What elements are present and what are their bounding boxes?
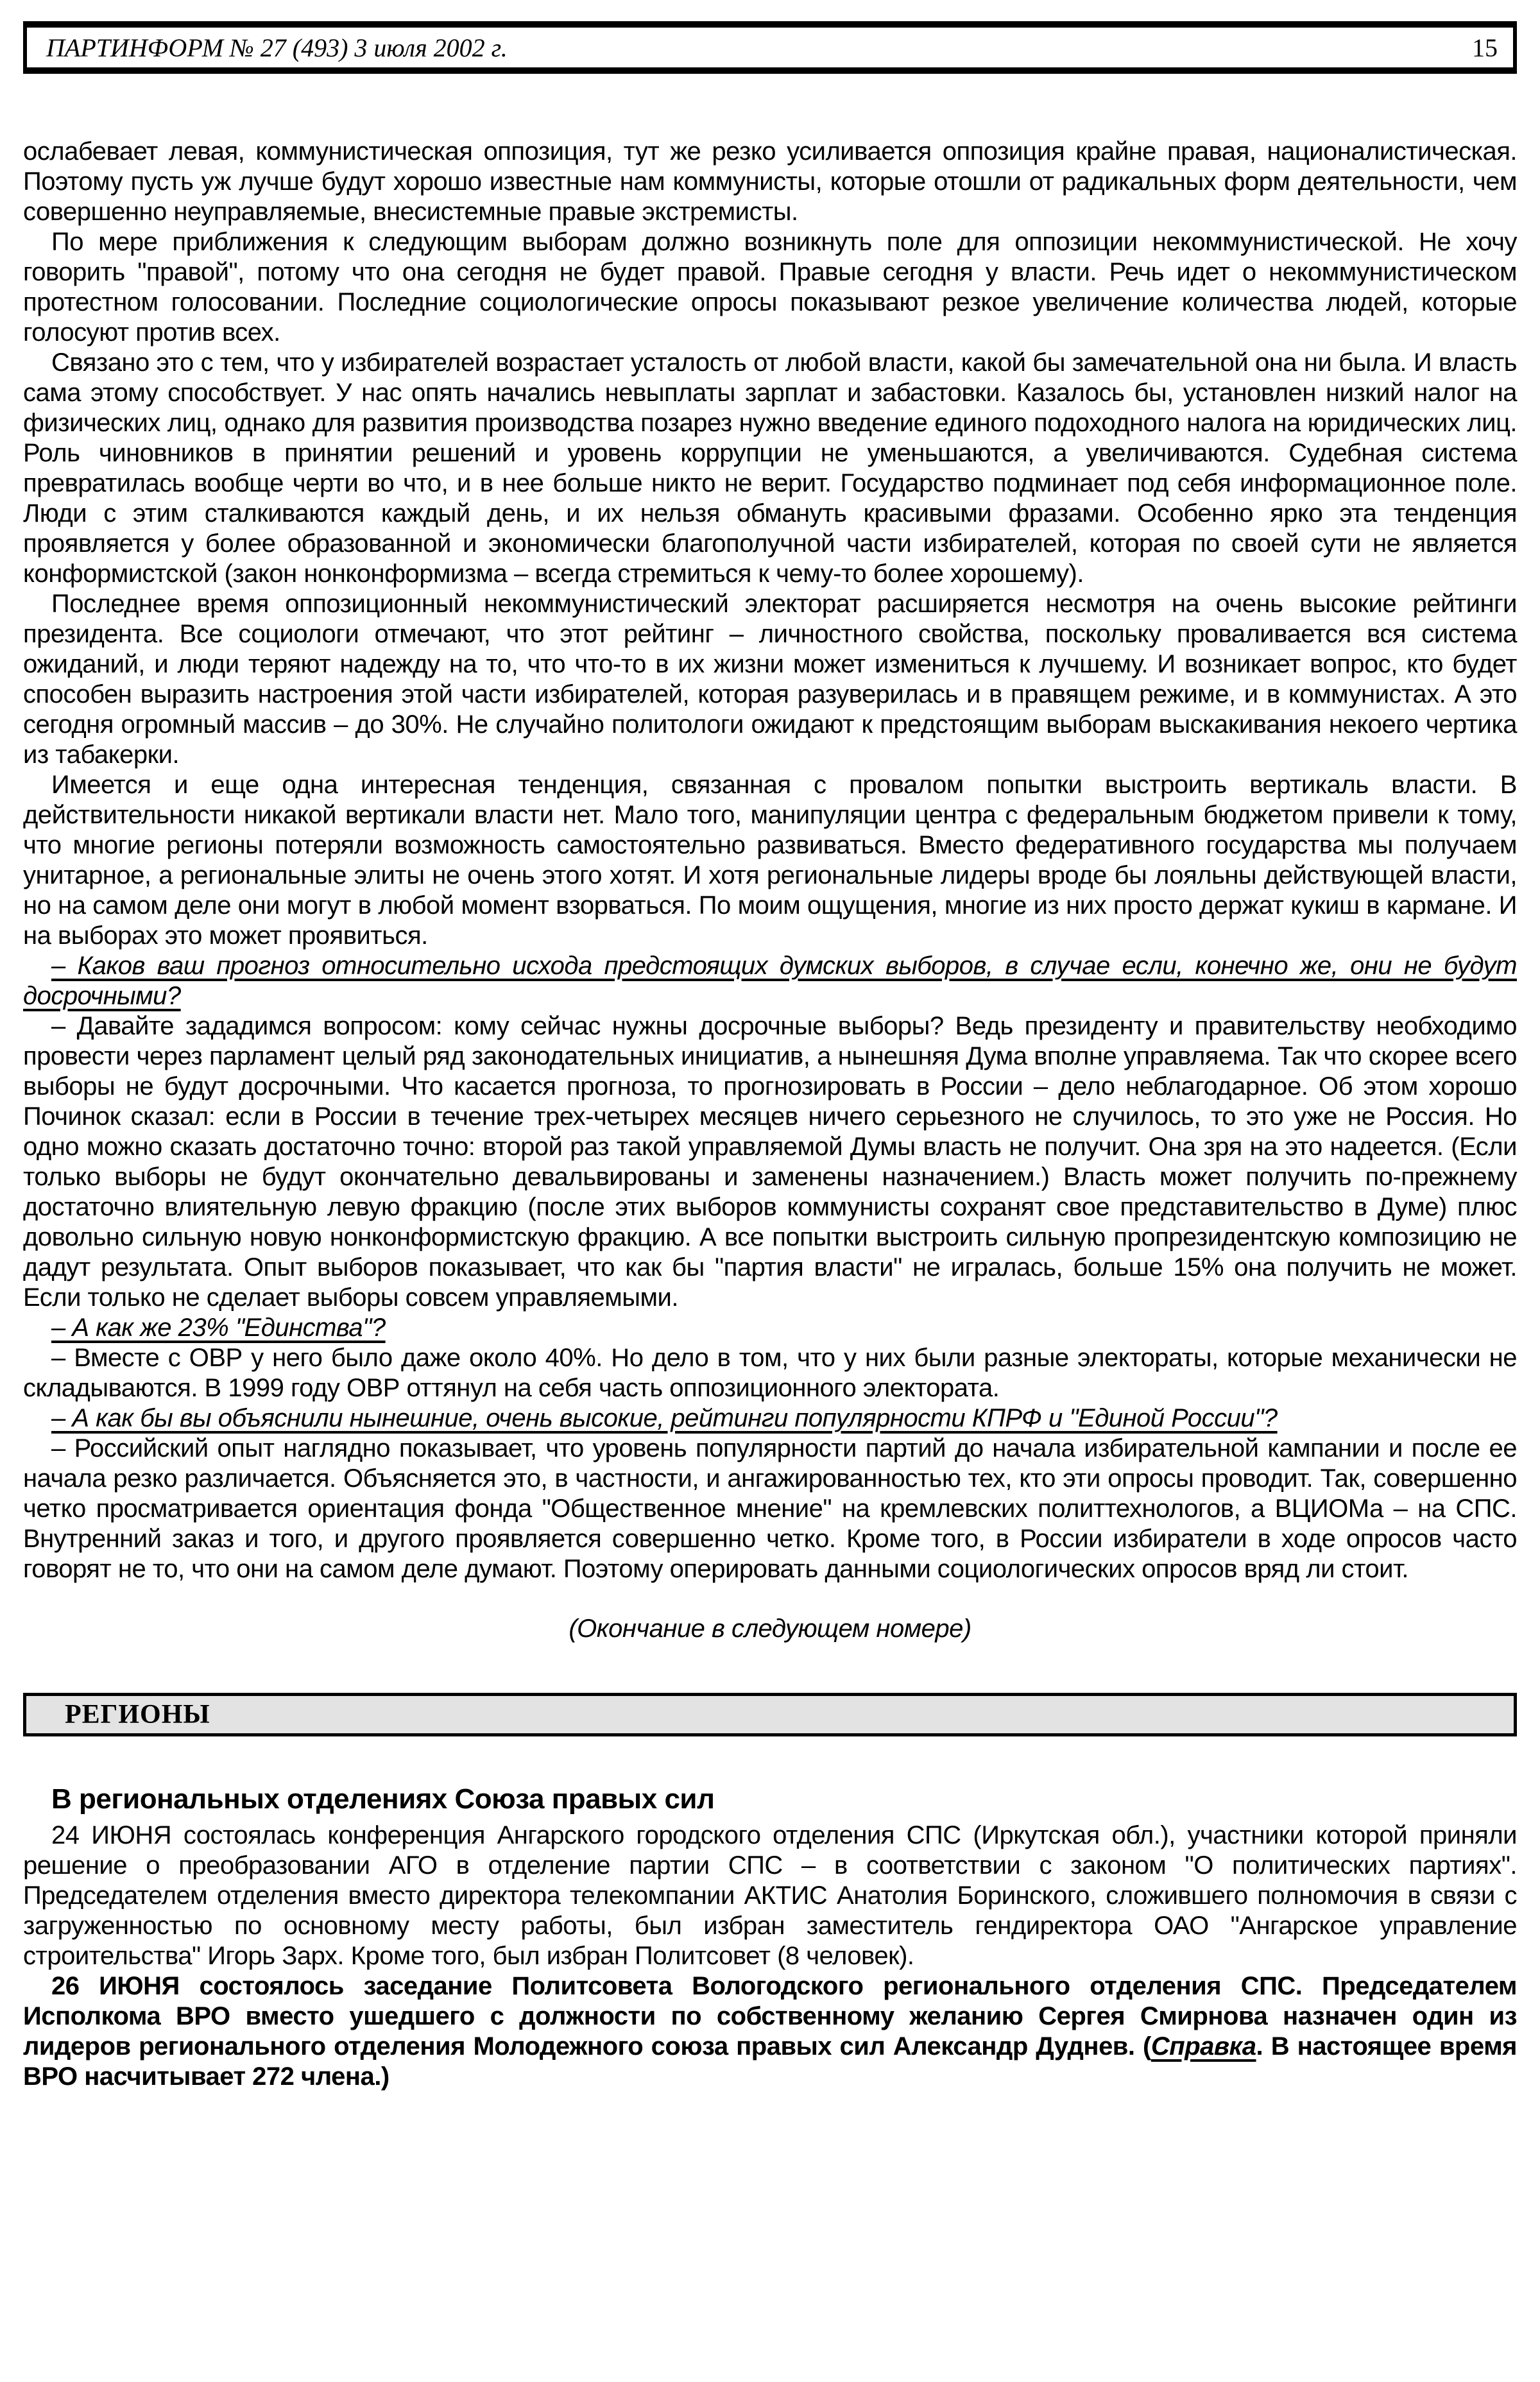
spravka-reference: Справка xyxy=(1151,2032,1256,2061)
paragraph: ослабевает левая, коммунистическая оппозиция, тут же резко усиливается оппозиция крайне правая, националистическая. Поэтому пусть уж лучше будут хорошо известные нам коммунисты, которые отошли от радикальных форм деятельности, чем совершенно неуправляемые, внесистемные правые экстремисты. xyxy=(23,137,1517,226)
paragraph: – Вместе с ОВР у него было даже около 40%. Но дело в том, что у них были разные электораты, которые механически не складываются. В 1999 году ОВР оттянул на себя часть оппозиционного электората. xyxy=(23,1344,1517,1402)
section-banner-label: РЕГИОНЫ xyxy=(65,1699,210,1729)
page-header xyxy=(23,21,1517,74)
paragraph: Последнее время оппозиционный некоммунистический электорат расширяется несмотря на очень высокие рейтинги президента. Все социологи отмечают, что этот рейтинг – личностного свойства, поскольку проваливается вся система ожиданий, и люди теряют надежду на то, что что-то в их жизни может измениться к лучшему. И возникает вопрос, кто будет способен выразить настроения этой части избирателей, которая разуверилась и в правящем режиме, и в коммунистах. А это сегодня огромный массив – до 30%. Не случайно политологи ожидают к предстоящим выборам выскакивания некоего чертика из табакерки. xyxy=(23,590,1517,769)
page-number: 15 xyxy=(1472,33,1498,62)
interview-question: – А как же 23% "Единства"? xyxy=(51,1314,386,1342)
paragraph: Связано это с тем, что у избирателей возрастает усталость от любой власти, какой бы замечательной она ни была. И власть сама этому способствует. У нас опять начались невыплаты зарплат и забастовки. Казалось бы, установлен низкий налог на физических лиц, однако для развития производства позарез нужно введение единого подоходного налога на юридических лиц. Роль чиновников в принятии решений и уровень коррупции не уменьшаются, а увеличиваются. Судебная система превратилась вообще черти во что, и в нее больше никто не верит. Государство подминает под себя информационное поле. Люди с этим сталкиваются каждый день, и их нельзя обмануть красивыми фразами. Особенно ярко эта тенденция проявляется у более образованной и экономически благополучной части избирателей, которая по своей сути не является конформистской (закон нонконформизма – всегда стремиться к чему-то более хорошему). xyxy=(23,348,1517,588)
paragraph-text-before: 26 ИЮНЯ состоялось заседание Политсовета Вологодского регионального отделения СПС. Председателем Исполкома ВРО вместо ушедшего с должности по собственному желанию Сергея Смирнова назначен один из лидеров регионального отделения Молодежного союза правых сил Александр Дуднев. ( xyxy=(23,1972,1517,2061)
paragraph: По мере приближения к следующим выборам должно возникнуть поле для оппозиции некоммунистической. Не хочу говорить "правой", потому что она сегодня не будет правой. Правые сегодня у власти. Речь идет о некоммунистическом протестном голосовании. Последние социологические опросы показывают резкое увеличение количества людей, которые голосуют против всех. xyxy=(23,228,1517,347)
continuation-note: (Окончание в следующем номере) xyxy=(569,1615,971,1643)
paragraph: 24 ИЮНЯ состоялась конференция Ангарского городского отделения СПС (Иркутская обл.), участники которой приняли решение о преобразовании АГО в отделение партии СПС – в соответствии с законом "О политических партиях". Председателем отделения вместо директора телекомпании АКТИС Анатолия Боринского, сложившего полномочия в связи с загруженностью по основному месту работы, был избран заместитель гендиректора ОАО "Ангарское управление строительства" Игорь Зарх. Кроме того, был избран Политсовет (8 человек). xyxy=(23,1821,1517,1970)
paragraph xyxy=(23,1971,1517,2092)
interview-question: – А как бы вы объяснили нынешние, очень высокие, рейтинги популярности КПРФ и "Единой России"? xyxy=(51,1404,1278,1432)
newsletter-title: ПАРТИНФОРМ № 27 (493) 3 июля 2002 г. xyxy=(46,33,508,62)
article-body xyxy=(23,137,1517,2092)
paragraph: – Российский опыт наглядно показывает, что уровень популярности партий до начала избирательной кампании и после ее начала резко различается. Объясняется это, в частности, и ангажированностью тех, кто эти опросы проводит. Так, совершенно четко просматривается ориентация фонда "Общественное мнение" на кремлевских политтехнологов, а ВЦИОМа – на СПС. Внутренний заказ и того, и другого проявляется совершенно четко. Кроме того, в России избиратели в ходе опросов часто говорят не то, что они на самом деле думают. Поэтому оперировать данными социологических опросов вряд ли стоит. xyxy=(23,1434,1517,1583)
article-title: В региональных отделениях Союза правых сил xyxy=(51,1783,715,1815)
interview-question: – Каков ваш прогноз относительно исхода предстоящих думских выборов, в случае если, конечно же, они не будут досрочными? xyxy=(23,952,1517,1010)
section-banner-regions xyxy=(23,1693,1517,1736)
paragraph-text-after: . В настоящее время ВРО насчитывает 272 члена.) xyxy=(23,2032,1518,2091)
paragraph: – Давайте зададимся вопросом: кому сейчас нужны досрочные выборы? Ведь президенту и правительству необходимо провести через парламент целый ряд законодательных инициатив, а нынешняя Дума вполне управляема. Так что скорее всего выборы не будут досрочными. Что касается прогноза, то прогнозировать в России – дело неблагодарное. Об этом хорошо Починок сказал: если в России в течение трех-четырех месяцев ничего серьезного не случилось, то это уже не Россия. Но одно можно сказать достаточно точно: второй раз такой управляемой Думы власть не получит. Она зря на это надеется. (Если только выборы не будут окончательно девальвированы и заменены назначением.) Власть может получить по-прежнему достаточно влиятельную левую фракцию (после этих выборов коммунисты сохранят свое представительство в Думе) плюс довольно сильную новую нонконформистскую фракцию. А все попытки выстроить сильную пропрезидентскую композицию не дадут результата. Опыт выборов показывает, что как бы "партия власти" не игралась, больше 15% она получить не может. Если только не сделает выборы совсем управляемыми. xyxy=(23,1012,1517,1312)
paragraph: Имеется и еще одна интересная тенденция, связанная с провалом попытки выстроить вертикаль власти. В действительности никакой вертикали власти нет. Мало того, манипуляции центра с федеральным бюджетом привели к тому, что многие регионы потеряли возможность самостоятельно развиваться. Вместо федеративного государства мы получаем унитарное, а региональные элиты не очень этого хотят. И хотя региональные лидеры вроде бы лояльны действующей власти, но на самом деле они могут в любой момент взорваться. По моим ощущения, многие из них просто держат кукиш в кармане. И на выборах это может проявиться. xyxy=(23,771,1517,950)
